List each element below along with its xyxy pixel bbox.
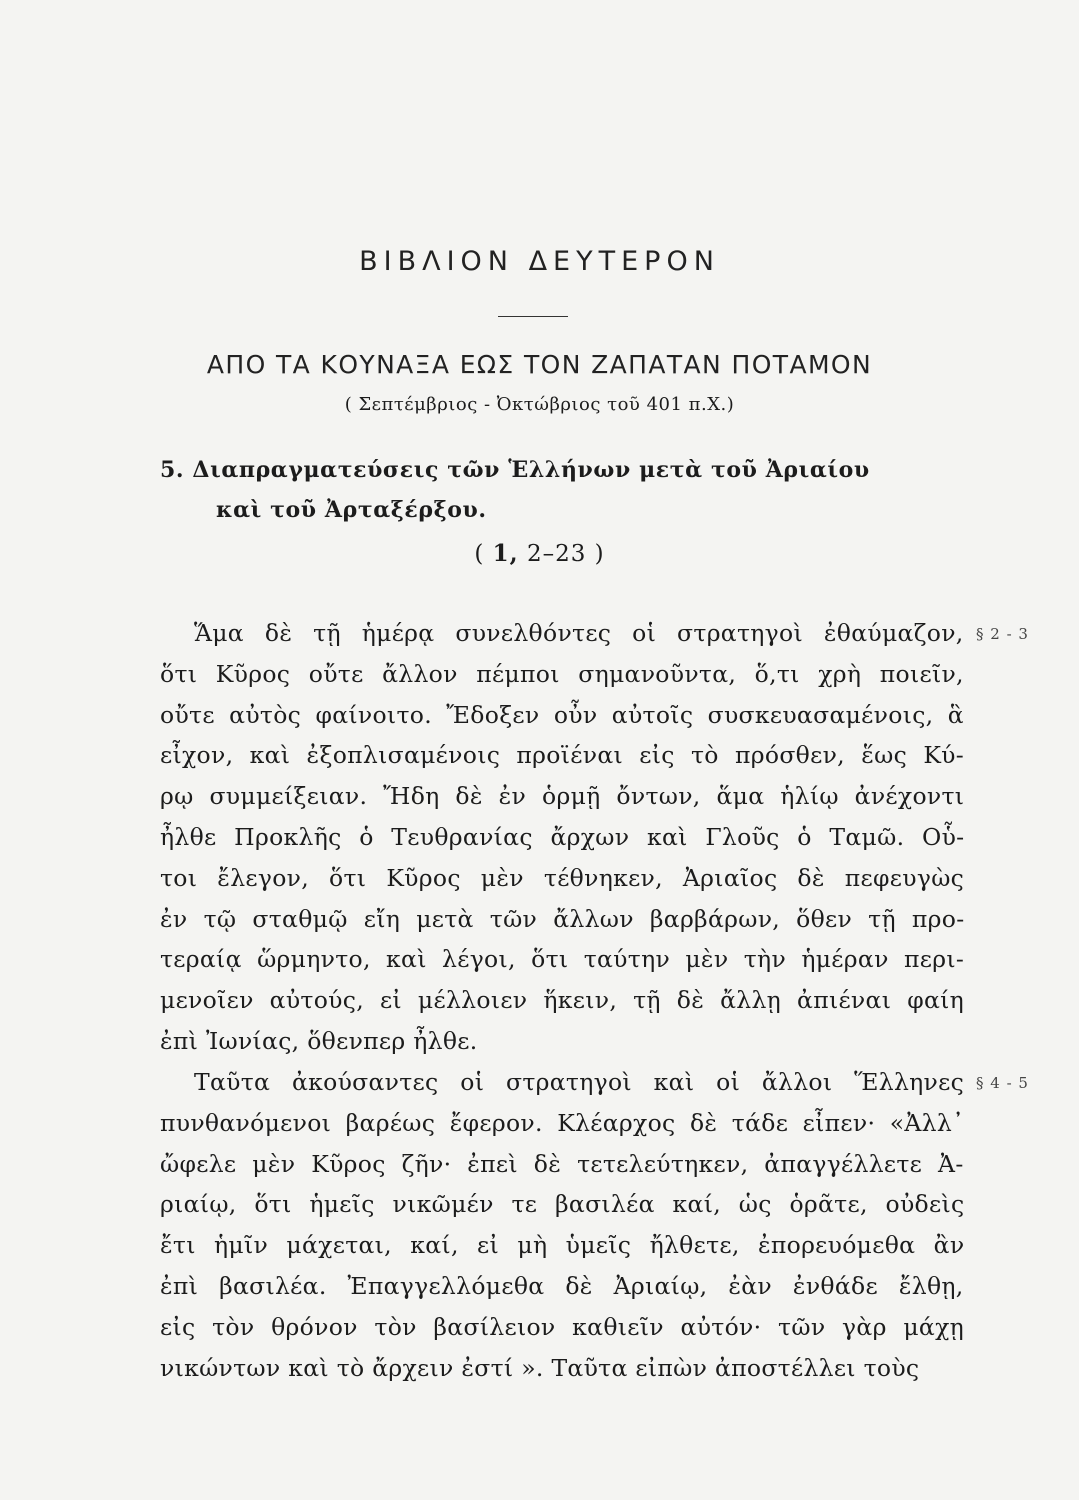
section-heading-line2: καὶ τοῦ Ἀρταξέρξου. (216, 497, 487, 523)
text-line: τοι ἔλεγον, ὅτι Κῦρος μὲν τέθνηκεν, Ἀριαῖος δὲ πεφευγὼς (160, 863, 965, 892)
paragraph-1 (160, 613, 966, 1062)
text-line: ἔτι ἡμῖν μάχεται, καί, εἰ μὴ ὑμεῖς ἤλθετε, ἐπορευόμεθα ἂν (160, 1231, 965, 1260)
chapter-range (0, 540, 1079, 567)
section-heading (160, 450, 940, 530)
text-line: ρῳ συμμείξειαν. Ἤδη δὲ ἐν ὁρμῇ ὄντων, ἅμα ἡλίῳ ἀνέχοντι (160, 782, 965, 811)
text-line: Ἅμα δὲ τῇ ἡμέρᾳ συνελθόντες οἱ στρατηγοὶ ἐθαύμαζον, (194, 619, 964, 647)
margin-note: § 2 - 3 (976, 625, 1029, 643)
range-verses: 2–23 (526, 541, 587, 567)
range-chapter: 1, (492, 540, 519, 567)
section-heading-line1: 5. Διαπραγματεύσεις τῶν Ἑλλήνων μετὰ τοῦ Ἀριαίου (160, 457, 870, 483)
paragraph-2 (160, 1062, 966, 1388)
text-line: εἶχον, καὶ ἐξοπλισαμένοις προϊέναι εἰς τὸ πρόσθεν, ἕως Κύ- (160, 741, 964, 770)
text-line: νικώντων καὶ τὸ ἄρχειν ἐστί ». Ταῦτα εἰπὼν ἀποστέλλει τοὺς (160, 1353, 920, 1382)
range-close: ) (594, 541, 605, 567)
text-line: πυνθανόμενοι βαρέως ἔφερον. Κλέαρχος δὲ τάδε εἶπεν· «Ἀλλ᾽ (160, 1108, 965, 1137)
book-title: ΒΙΒΛΙΟΝ ΔΕΥΤΕΡΟΝ (359, 246, 720, 277)
text-line: ἦλθε Προκλῆς ὁ Τευθρανίας ἄρχων καὶ Γλοῦς ὁ Ταμῶ. Οὗ- (160, 822, 965, 851)
title-divider (498, 316, 568, 317)
text-line: Ταῦτα ἀκούσαντες οἱ στρατηγοὶ καὶ οἱ ἄλλοι Ἕλληνες (194, 1068, 965, 1096)
range-open: ( (474, 541, 485, 567)
text-line: ριαίῳ, ὅτι ἡμεῖς νικῶμέν τε βασιλέα καί, ὡς ὁρᾶτε, οὐδεὶς (160, 1190, 965, 1219)
text-line: ἐπὶ Ἰωνίας, ὅθενπερ ἦλθε. (160, 1026, 478, 1055)
text-line: εἰς τὸν θρόνον τὸν βασίλειον καθιεῖν αὐτόν· τῶν γὰρ μάχῃ (160, 1312, 965, 1341)
margin-note: § 4 - 5 (976, 1074, 1029, 1092)
text-line: τεραίᾳ ὥρμηντο, καὶ λέγοι, ὅτι ταύτην μὲν τὴν ἡμέραν περι- (160, 945, 965, 974)
text-line: ἐν τῷ σταθμῷ εἴη μετὰ τῶν ἄλλων βαρβάρων, ὅθεν τῇ προ- (160, 904, 965, 933)
text-line: ὤφελε μὲν Κῦρος ζῆν· ἐπεὶ δὲ τετελεύτηκεν, ἀπαγγέλλετε Ἀ- (160, 1149, 964, 1178)
date-line: ( Σεπτέμβριος - Ὀκτώβριος τοῦ 401 π.Χ.) (344, 394, 735, 415)
text-line: ὅτι Κῦρος οὔτε ἄλλον πέμποι σημανοῦντα, ὅ,τι χρὴ ποιεῖν, (160, 659, 964, 688)
main-heading: ΑΠΟ ΤΑ ΚΟΥΝΑΞΑ ΕΩΣ ΤΟΝ ΖΑΠΑΤΑΝ ΠΟΤΑΜΟΝ (206, 350, 873, 379)
text-line: ἐπὶ βασιλέα. Ἐπαγγελλόμεθα δὲ Ἀριαίῳ, ἐὰν ἐνθάδε ἔλθῃ, (160, 1271, 964, 1300)
text-line: οὔτε αὐτὸς φαίνοιτο. Ἔδοξεν οὖν αὐτοῖς συσκευασαμένοις, ἃ (160, 700, 964, 729)
text-line: μενοῖεν αὐτούς, εἰ μέλλοιεν ἥκειν, τῇ δὲ ἄλλῃ ἀπιέναι φαίη (160, 986, 965, 1015)
